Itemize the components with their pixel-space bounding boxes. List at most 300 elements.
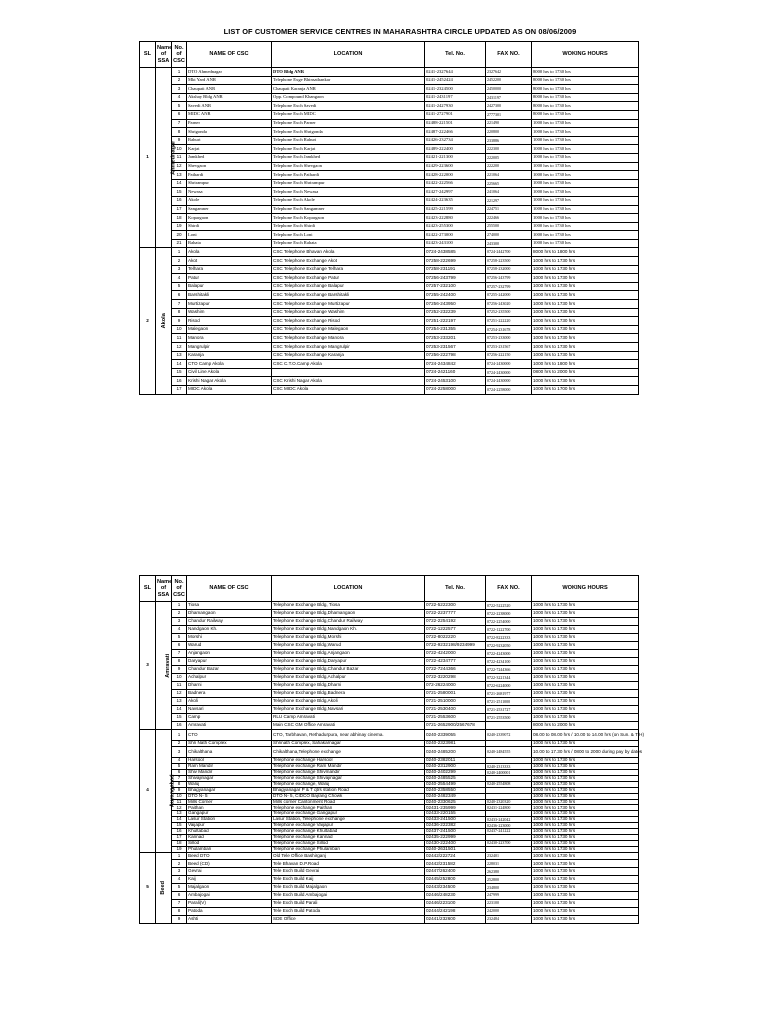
csc-name: Balapur	[187, 282, 272, 291]
csc-location: Telephone exchange Sillod	[272, 840, 425, 846]
working-hours: 1000 hrs to 1730 hrs	[532, 852, 639, 860]
table-row	[140, 248, 639, 257]
csc-location: Telephone Exge Bhinsathankar	[272, 76, 425, 85]
table-row	[140, 257, 639, 266]
csc-name: Chandur Bazar	[187, 666, 272, 674]
csc-name: Civil Line Akola	[187, 368, 272, 377]
fax-number: 0240-2554808	[486, 781, 532, 787]
csc-number: 3	[172, 868, 187, 876]
table-row	[140, 85, 639, 94]
tel-number: 0722-8022220	[425, 634, 486, 642]
sl-number: 2	[140, 248, 156, 394]
tel-number: 0722-3220298	[425, 674, 486, 682]
csc-name: Ram Mandir	[187, 764, 272, 770]
csc-name: Akot	[187, 257, 272, 266]
tel-number: 07251-222197	[425, 317, 486, 326]
header-location: LOCATION	[272, 576, 425, 602]
csc-number: 17	[172, 385, 187, 394]
tel-number: 0721-2652900/2567678	[425, 722, 486, 730]
csc-name: Shrirampur	[187, 179, 272, 188]
tel-number: 02436-222382	[425, 823, 486, 829]
csc-name: Barshitakli	[187, 291, 272, 300]
working-hours: 1000 hrs to 1730 hrs	[532, 775, 639, 781]
csc-name: Akshay Bldg ANR	[187, 93, 272, 102]
csc-name: Washim	[187, 308, 272, 317]
tel-number: 0240-2485525	[425, 775, 486, 781]
csc-name: Krishi Nagar Akola	[187, 377, 272, 386]
fax-number: 07253-231567	[486, 343, 532, 352]
working-hours: 8000 hrs to 1730 hrs	[532, 68, 639, 77]
csc-location: Tele Exch Build Majalgaon	[272, 884, 425, 892]
csc-name: Savedi ANR	[187, 102, 272, 111]
csc-number: 13	[172, 811, 187, 817]
table-row	[140, 231, 639, 240]
csc-location: Telephone Exchange Bldg,Dharni	[272, 682, 425, 690]
csc-name: Daryapur	[187, 658, 272, 666]
ssa-label: Akola	[160, 313, 167, 329]
csc-number: 15	[172, 188, 187, 197]
csc-number: 11	[172, 334, 187, 343]
csc-location: Telephone Exch Jamkhed	[272, 153, 425, 162]
table-row	[140, 119, 639, 128]
csc-name: Sillod	[187, 840, 272, 846]
csc-name: Karanja	[187, 351, 272, 360]
working-hours: 1000 hrs to 1730 hrs	[532, 658, 639, 666]
csc-name: Navsari	[187, 706, 272, 714]
csc-name: Badnera	[187, 690, 272, 698]
working-hours: 1000 hrs to 1730 hrs	[532, 764, 639, 770]
fax-number: 0240-2339072	[486, 730, 532, 741]
tel-number: 0240-2485200	[425, 747, 486, 758]
csc-number: 14	[172, 360, 187, 369]
csc-location: CSC Telephone Exchange Murtizapur	[272, 300, 425, 309]
fax-number: 222466	[486, 214, 532, 223]
csc-location: Telephone Exch Shrirampur	[272, 179, 425, 188]
csc-location: DTO Bldg ANR	[272, 68, 425, 77]
csc-number: 12	[172, 343, 187, 352]
csc-name: Akola	[187, 248, 272, 257]
csc-location: Shrinath Complex, Sahakarnagar	[272, 741, 425, 747]
table-row	[140, 698, 639, 706]
csc-location: CSC Telephone Exchange Karanja	[272, 351, 425, 360]
working-hours: 1000 hrs to 1730 hrs	[532, 618, 639, 626]
working-hours: 1000 hrs to 1730 hrs	[532, 162, 639, 171]
csc-location: CSC Telephone Exchange Barshitakli	[272, 291, 425, 300]
table-row	[140, 76, 639, 85]
working-hours: 1000 hrs to 1730 hrs	[532, 884, 639, 892]
working-hours: 1000 hrs to 1730 hrs	[532, 214, 639, 223]
tel-number: 072-26224000	[425, 682, 486, 690]
table-row	[140, 368, 639, 377]
table-row	[140, 300, 639, 309]
fax-number: 07258-232000	[486, 265, 532, 274]
fax-number: 232401	[486, 852, 532, 860]
csc-number: 7	[172, 899, 187, 907]
csc-number: 1	[172, 730, 187, 741]
working-hours: 1000 hrs to 1730 hrs	[532, 674, 639, 682]
sl-number: 5	[140, 852, 156, 923]
header-location: LOCATION	[272, 42, 425, 68]
working-hours: 1000 hrs to 1730 hrs	[532, 698, 639, 706]
tel-number: 02435-222999	[425, 834, 486, 840]
csc-number: 19	[172, 222, 187, 231]
fax-number: 2327642	[486, 68, 532, 77]
tel-number: 02421-221300	[425, 153, 486, 162]
table-row	[140, 722, 639, 730]
working-hours: 8000 hrs to 1730 hrs	[532, 102, 639, 111]
tel-number: 07253-233201	[425, 334, 486, 343]
tel-number: 02430-222400	[425, 840, 486, 846]
csc-number: 8	[172, 308, 187, 317]
working-hours: 1000 hrs to 1730 hrs	[532, 876, 639, 884]
ssa-label: Ahmednagar	[170, 140, 177, 175]
working-hours: 1000 hrs to 1730 hrs	[532, 846, 639, 852]
csc-number: 6	[172, 770, 187, 776]
csc-location: Telephone Exch Akole	[272, 196, 425, 205]
csc-location: CSC Telephone Exchange Mangrulpir	[272, 343, 425, 352]
csc-number: 10	[172, 793, 187, 799]
csc-number: 7	[172, 650, 187, 658]
csc-number: 11	[172, 799, 187, 805]
working-hours: 8000 hrs to 1730 hrs	[532, 76, 639, 85]
tel-number: 0722-9232198/9234999	[425, 642, 486, 650]
fax-number: 242000	[486, 907, 532, 915]
working-hours: 8000 hrs to 1800 hrs	[532, 248, 639, 257]
csc-number: 14	[172, 817, 187, 823]
csc-name: Patoda	[187, 907, 272, 915]
table-row	[140, 610, 639, 618]
tel-number: 0721-2530400	[425, 706, 486, 714]
fax-number: 0721-2531727	[486, 706, 532, 714]
tel-number: 0241-2327644	[425, 68, 486, 77]
table-row	[140, 907, 639, 915]
table-row	[140, 385, 639, 394]
table-row	[140, 274, 639, 283]
tel-number: 02429-223600	[425, 162, 486, 171]
working-hours: 1000 hrs to 1730 hrs	[532, 325, 639, 334]
csc-name: Akoli	[187, 698, 272, 706]
csc-number: 5	[172, 634, 187, 642]
working-hours: 1000 hrs to 1730 hrs	[532, 343, 639, 352]
csc-location: Telephone Exchange Bldg,Warud	[272, 642, 425, 650]
csc-number: 7	[172, 775, 187, 781]
csc-number: 10	[172, 145, 187, 154]
working-hours: 1000 hrs to 1730 hrs	[532, 799, 639, 805]
csc-location: Telephone Exchange Bldg,Dhamangaon	[272, 610, 425, 618]
working-hours: 1000 hrs to 1730 hrs	[532, 650, 639, 658]
csc-location: Telephone Exch MIDC	[272, 110, 425, 119]
tel-number: 02428-222000	[425, 171, 486, 180]
csc-location: Telephone Exch Rahata	[272, 239, 425, 248]
table-row	[140, 334, 639, 343]
table-row	[140, 634, 639, 642]
table-row	[140, 162, 639, 171]
tel-number: 0240-2402299	[425, 770, 486, 776]
csc-name: Achalpur	[187, 674, 272, 682]
fax-number	[486, 722, 532, 730]
working-hours: 1000 hrs to 1730 hrs	[532, 231, 639, 240]
fax-number: 243300	[486, 239, 532, 248]
header-tel: Tel. No.	[425, 42, 486, 68]
csc-number: 20	[172, 231, 187, 240]
fax-number: 07255-242000	[486, 291, 532, 300]
table-row	[140, 188, 639, 197]
csc-number: 3	[172, 265, 187, 274]
tel-number: 0241-2727901	[425, 110, 486, 119]
tel-number: 07252-232239	[425, 308, 486, 317]
tel-number: 0721-2510000	[425, 698, 486, 706]
csc-name: Sangamner	[187, 205, 272, 214]
csc-name: Dhamangaon	[187, 610, 272, 618]
fax-number: 255500	[486, 222, 532, 231]
table-row	[140, 265, 639, 274]
tel-number: 02431-235999	[425, 805, 486, 811]
fax-number: 2452200	[486, 76, 532, 85]
tel-number: 0241-2427930	[425, 102, 486, 111]
header-no: No. of CSC	[172, 576, 187, 602]
tel-number: 0722-2254192	[425, 618, 486, 626]
tel-number: 02447/262400	[425, 868, 486, 876]
csc-number: 9	[172, 666, 187, 674]
tel-number: 07258-231191	[425, 265, 486, 274]
table-row	[140, 179, 639, 188]
working-hours: 1000 hrs to 1730 hrs	[532, 128, 639, 137]
tel-number: 02422-222566	[425, 179, 486, 188]
tel-number: 07253-231567	[425, 343, 486, 352]
csc-table-1	[139, 41, 639, 395]
tel-number: 0724-2434842	[425, 360, 486, 369]
working-hours: 1000 hrs to 1730 hrs	[532, 823, 639, 829]
fax-number: 07253-233000	[486, 334, 532, 343]
csc-number: 14	[172, 706, 187, 714]
working-hours: 1000 hrs to 1730 hrs	[532, 282, 639, 291]
tel-number: 02442/222724	[425, 852, 486, 860]
tel-number: 02422-273000	[425, 231, 486, 240]
csc-name: Morshi	[187, 634, 272, 642]
fax-number: 0724-2430000	[486, 377, 532, 386]
table-row	[140, 860, 639, 868]
csc-name: Parali(V)	[187, 899, 272, 907]
fax-number: 0240-2484555	[486, 747, 532, 758]
csc-name: Mkt Yard ANR	[187, 76, 272, 85]
tel-number: 02488-221501	[425, 119, 486, 128]
tel-number: 02443/234500	[425, 884, 486, 892]
working-hours: 8000 hrs to 1730 hrs	[532, 110, 639, 119]
csc-name: Mills Corner	[187, 799, 272, 805]
tel-number: 0240-2358550	[425, 787, 486, 793]
header-ssa: Name of SSA	[156, 576, 172, 602]
working-hours: 1000 hrs to 1730 hrs	[532, 205, 639, 214]
csc-name: Newasa	[187, 188, 272, 197]
fax-number: 02436-223000	[486, 823, 532, 829]
table-row	[140, 343, 639, 352]
tel-number: 0241-2452424	[425, 76, 486, 85]
tel-number: 02424-223635	[425, 196, 486, 205]
table-row	[140, 145, 639, 154]
csc-number: 3	[172, 747, 187, 758]
working-hours: 10.00 to 17.30 hrs / 0800 to 2000 during pay by dates	[532, 747, 639, 758]
fax-number: 221490	[486, 119, 532, 128]
csc-location: CSC Krishi Nagar Akola	[272, 377, 425, 386]
fax-number: 2450000	[486, 85, 532, 94]
csc-number: 17	[172, 205, 187, 214]
fax-number: 224751	[486, 205, 532, 214]
csc-name: CTO	[187, 730, 272, 741]
csc-location: Telephone Exch Newasa	[272, 188, 425, 197]
fax-number: 0722-7244366	[486, 666, 532, 674]
csc-name: MIDC ANR	[187, 110, 272, 119]
csc-location: SDE Office	[272, 915, 425, 923]
csc-number: 2	[172, 860, 187, 868]
working-hours: 1000 hrs to 1730 hrs	[532, 153, 639, 162]
csc-location: Telephone exchange Shivmandir	[272, 770, 425, 776]
table-row	[140, 714, 639, 722]
csc-name: Parner	[187, 119, 272, 128]
tel-number: 07255-242400	[425, 291, 486, 300]
csc-name: Khultabad	[187, 828, 272, 834]
csc-name: Gangapur	[187, 811, 272, 817]
csc-number: 8	[172, 658, 187, 666]
csc-location: Telephone Exchange Bldg, Tiosa	[272, 602, 425, 610]
table-row	[140, 136, 639, 145]
table-row	[140, 153, 639, 162]
ssa-name	[156, 602, 172, 730]
csc-number: 5	[172, 282, 187, 291]
csc-number: 12	[172, 162, 187, 171]
fax-number: 222200	[486, 162, 532, 171]
tel-number: 02442/231582	[425, 860, 486, 868]
csc-number: 4	[172, 274, 187, 283]
csc-location: Bhagyanagar P & T qtrs station Road	[272, 787, 425, 793]
table-row	[140, 282, 639, 291]
csc-location: CTO, Tarbhavan, Rethadurpura, near abhinay cinema.	[272, 730, 425, 741]
csc-name: Kannad	[187, 834, 272, 840]
csc-number: 8	[172, 128, 187, 137]
csc-name: Chandur Railway	[187, 618, 272, 626]
working-hours: 1000 hrs to 1730 hrs	[532, 907, 639, 915]
fax-number: 228031	[486, 860, 532, 868]
fax-number: 07251-222220	[486, 317, 532, 326]
fax-number: 0240-2313333	[486, 764, 532, 770]
working-hours: 1000 hrs to 1730 hrs	[532, 706, 639, 714]
tel-number: 02444/242198	[425, 907, 486, 915]
csc-number: 16	[172, 196, 187, 205]
working-hours: 1000 hrs to 1730 hrs	[532, 171, 639, 180]
csc-number: 3	[172, 85, 187, 94]
working-hours: 1000 hrs to 1730 hrs	[532, 860, 639, 868]
working-hours: 8000 hrs to 1730 hrs	[532, 85, 639, 94]
working-hours: 1000 hrs to 1700 hrs	[532, 385, 639, 394]
fax-number: 222005	[486, 153, 532, 162]
fax-number: 0722-6224000	[486, 682, 532, 690]
csc-name: Malegaon	[187, 325, 272, 334]
working-hours: 1000 hrs to 1730 hrs	[532, 334, 639, 343]
csc-name: Shivajinagar	[187, 775, 272, 781]
csc-name: Shrigonda	[187, 128, 272, 137]
working-hours: 1000 hrs to 1730 hrs	[532, 610, 639, 618]
tel-number: 0721-2553600	[425, 714, 486, 722]
tel-number: 0721-2580001	[425, 690, 486, 698]
tel-number: 0240-2323981	[425, 741, 486, 747]
tel-number: 07258-222699	[425, 257, 486, 266]
table-row	[140, 915, 639, 923]
csc-number: 16	[172, 722, 187, 730]
csc-name: Pathardi	[187, 171, 272, 180]
tel-number: 02489-222400	[425, 145, 486, 154]
csc-number: 16	[172, 828, 187, 834]
csc-location: Telephone Exchange Bldg,Navsari	[272, 706, 425, 714]
working-hours: 1000 hrs to 1730 hrs	[532, 274, 639, 283]
ssa-label: Aurangabad	[169, 774, 176, 808]
csc-location: CSC MIDC Akola	[272, 385, 425, 394]
table-row	[140, 317, 639, 326]
csc-name: Shevgaon	[187, 162, 272, 171]
csc-location: Chaupati Karanja ANR	[272, 85, 425, 94]
tel-number: 0722-1222577	[425, 626, 486, 634]
tel-number: 02433-220155	[425, 811, 486, 817]
csc-location: Telephone Exch Shrigonda	[272, 128, 425, 137]
csc-location: Telephone Exchange Bldg,Akoli	[272, 698, 425, 706]
csc-name: Patur	[187, 274, 272, 283]
working-hours: 1000 hrs to 1730 hrs	[532, 781, 639, 787]
fax-number: 0722-3221344	[486, 674, 532, 682]
csc-location: Telephone Exchange Bldg,Daryapur	[272, 658, 425, 666]
csc-name: Rahuri	[187, 136, 272, 145]
csc-name: Karjat	[187, 145, 272, 154]
header-row	[140, 42, 639, 68]
csc-name: DTO Ahmednagar	[187, 68, 272, 77]
table-row	[140, 706, 639, 714]
csc-name: Waluj	[187, 781, 272, 787]
fax-number: 07254-231678	[486, 325, 532, 334]
csc-location: Tele Exch Build Kaij	[272, 876, 425, 884]
table-row	[140, 884, 639, 892]
csc-number: 9	[172, 136, 187, 145]
csc-location: Telephone exchange, Waluj	[272, 781, 425, 787]
working-hours: 1000 hrs to 1730 hrs	[532, 239, 639, 248]
csc-name: Ambajogai	[187, 892, 272, 900]
csc-number: 5	[172, 884, 187, 892]
csc-name: MIDC Akola	[187, 385, 272, 394]
fax-number: 0722-2254000	[486, 618, 532, 626]
csc-location: CSC Telephone Exchange Telhara	[272, 265, 425, 274]
csc-location: Telephone Exch Savedi	[272, 102, 425, 111]
sl-number: 4	[140, 730, 156, 853]
csc-number: 13	[172, 698, 187, 706]
csc-number: 12	[172, 690, 187, 698]
csc-name: Amravati	[187, 722, 272, 730]
table-row	[140, 626, 639, 634]
csc-name: Mangrulpir	[187, 343, 272, 352]
table-row	[140, 876, 639, 884]
header-sl: SL	[140, 42, 156, 68]
csc-name: Rahata	[187, 239, 272, 248]
csc-name: Bhagyanagar	[187, 787, 272, 793]
working-hours: 1000 hrs to 1730 hrs	[532, 793, 639, 799]
fax-number: 0724-2442700	[486, 248, 532, 257]
working-hours: 1000 hrs to 1730 hrs	[532, 828, 639, 834]
csc-name: DTO N- 5	[187, 793, 272, 799]
csc-location: Telephone Exch Pathardi	[272, 171, 425, 180]
fax-number: 2431197	[486, 93, 532, 102]
tel-number: 07256-222798	[425, 351, 486, 360]
csc-number: 9	[172, 915, 187, 923]
fax-number: 223100	[486, 899, 532, 907]
csc-number: 15	[172, 714, 187, 722]
table-row	[140, 214, 639, 223]
tel-number: 0240-2382011	[425, 758, 486, 764]
tel-number: 0724-2438585	[425, 248, 486, 257]
